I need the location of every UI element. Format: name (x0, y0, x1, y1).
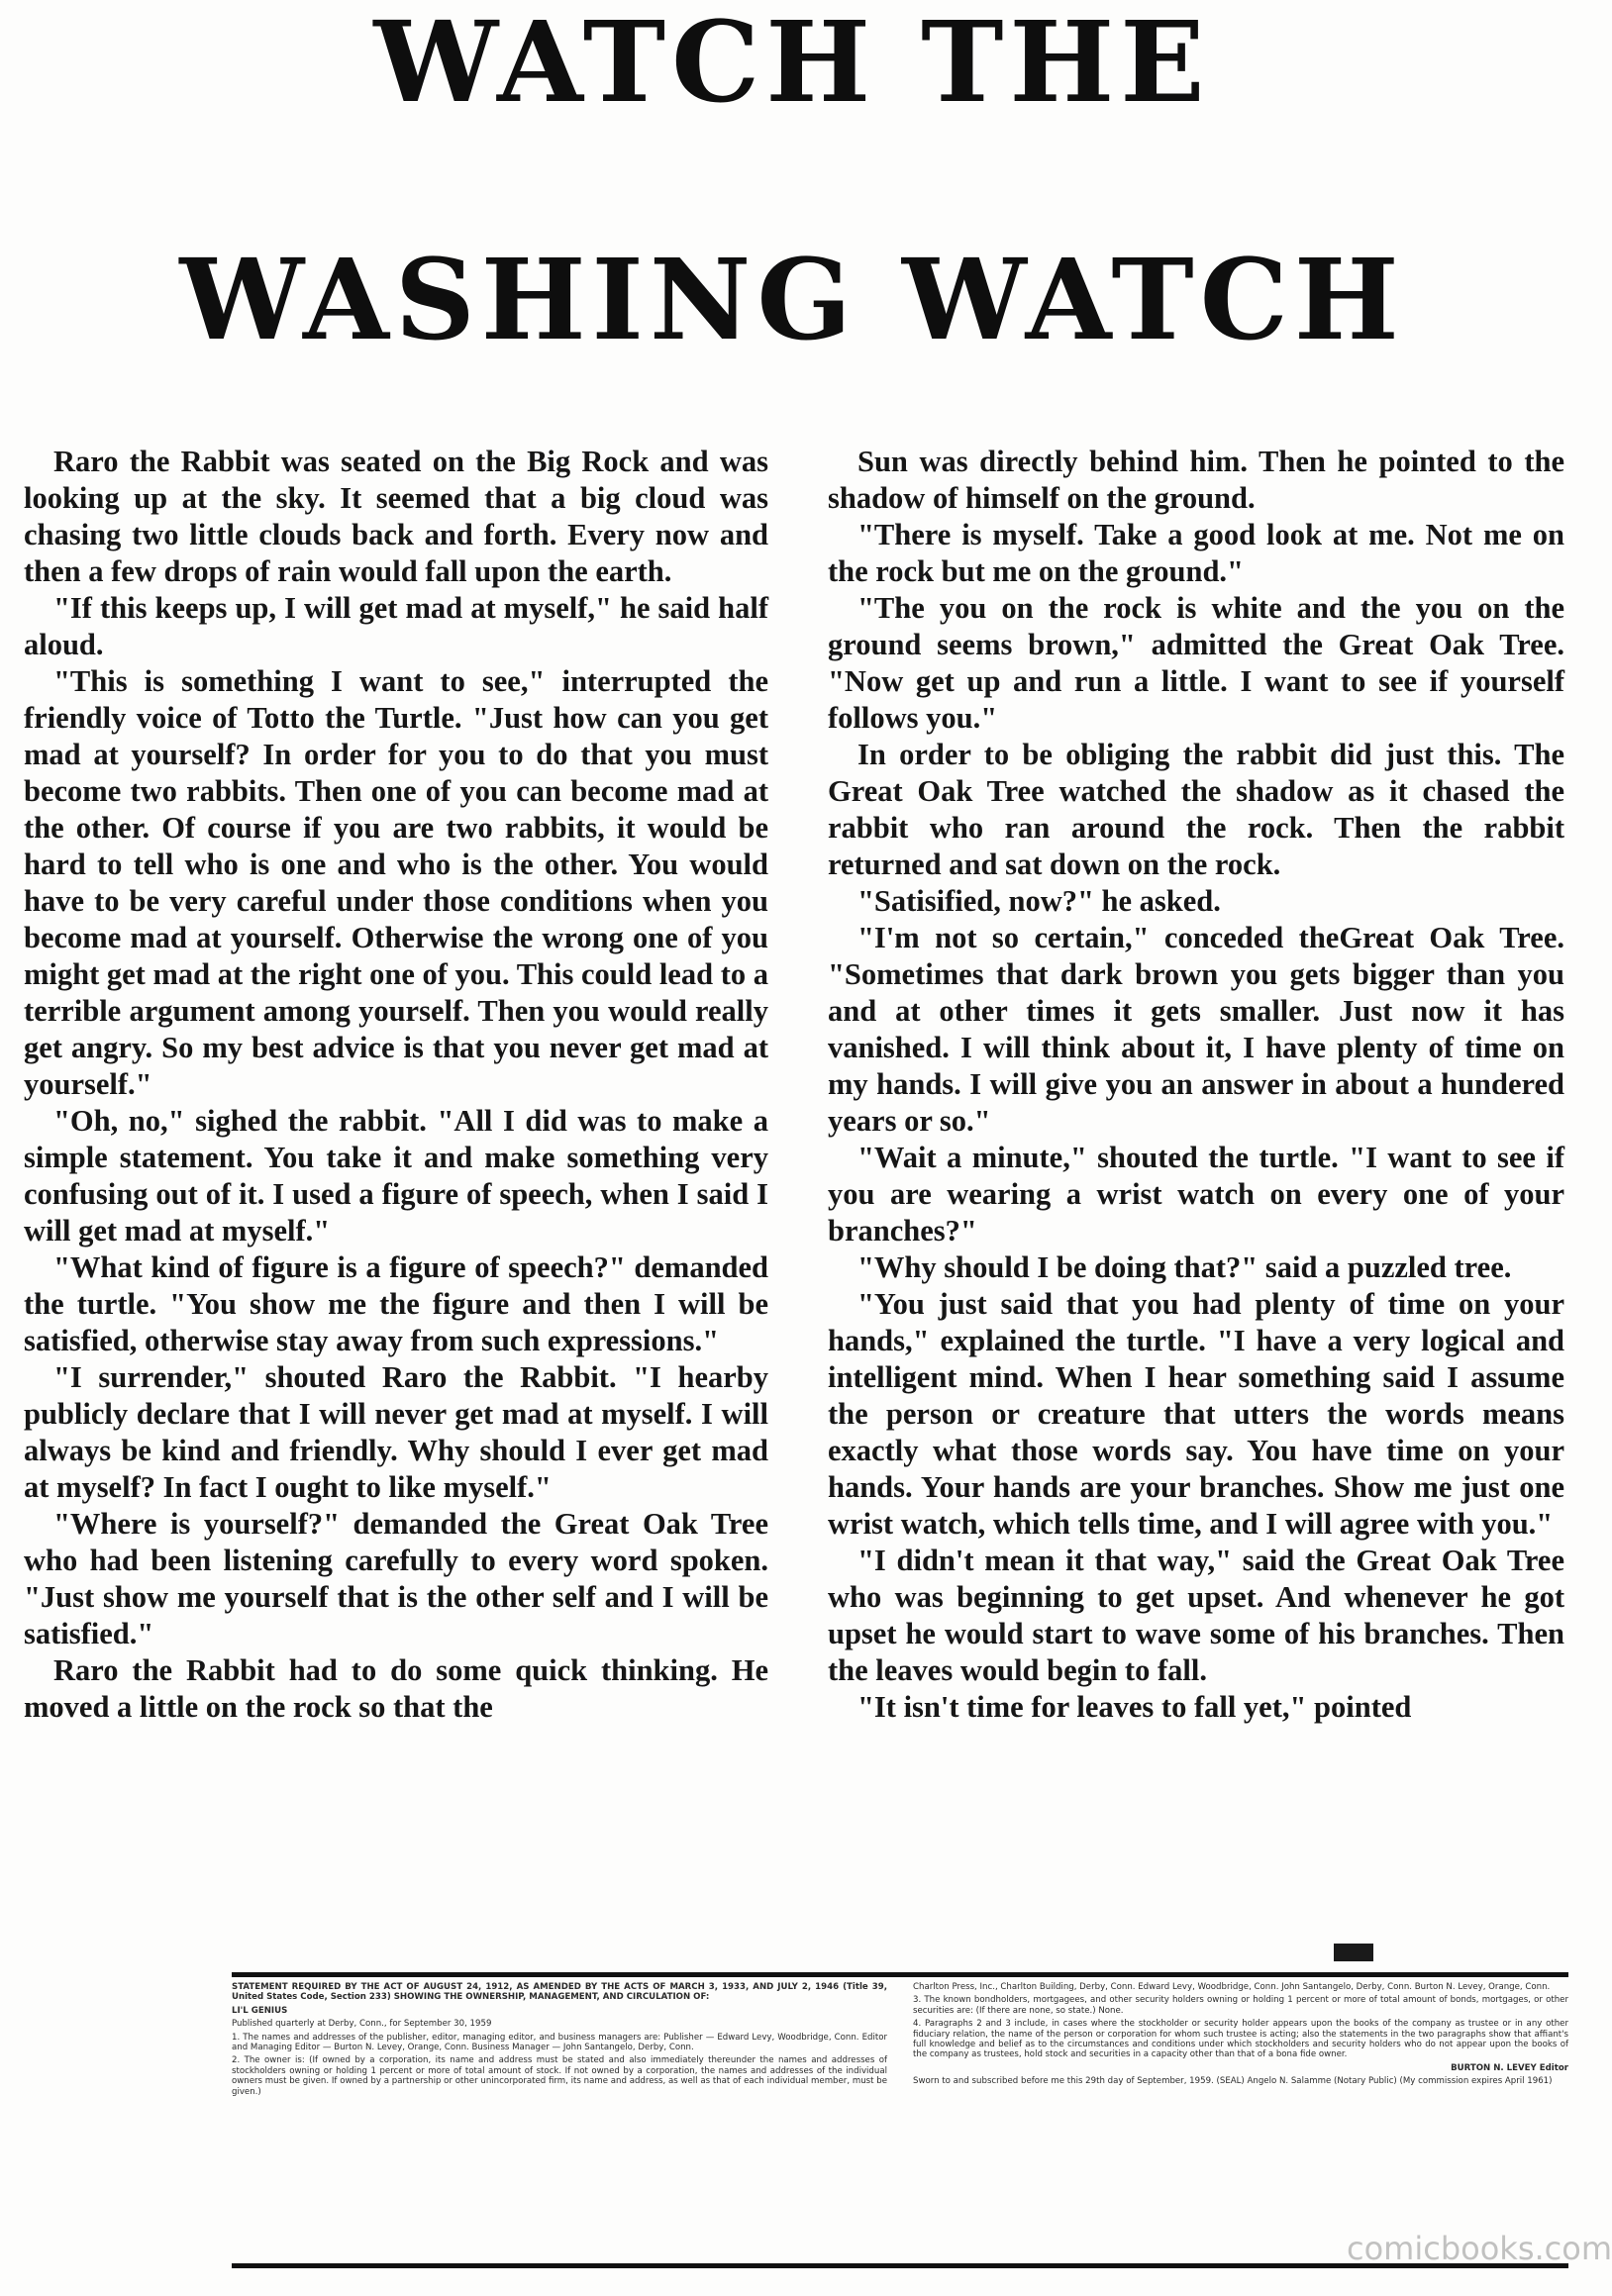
story-paragraph: In order to be obliging the rabbit did just this. The Great Oak Tree watched the shadow as it chased the rabbit who ran around the rock. Then the rabbit returned and sat down on the rock. (828, 738, 1564, 881)
statement-paragraph: 2. The owner is: (If owned by a corporation, its name and address must be stated and also immediately thereunder the names and addresses of stockholders owning or holding 1 percent or more of total amount of stock. If not owned by a corporation, the names and addresses of the individual owners must be given. If owned by a partnership or other unincorporated firm, its name and address, as well as that of each individual member, must be given.) (232, 2055, 887, 2097)
story-paragraph: "The you on the rock is white and the you on the ground seems brown," admitted the Great Oak Tree. "Now get up and run a little. I want to see if yourself follows you." (828, 591, 1564, 735)
statement-paragraph: Sworn to and subscribed before me this 29th day of September, 1959. (SEAL) Angelo N. Salamme (Notary Public) (My commission expires April 1961) (913, 2076, 1553, 2087)
statement-top-rule (232, 1972, 1568, 1977)
story-paragraph: "Wait a minute," shouted the turtle. "I want to see if you are wearing a wrist watch on every one of your branches?" (828, 1141, 1564, 1248)
story-column-left (24, 444, 768, 1948)
story-paragraph: "I surrender," shouted Raro the Rabbit. "I hearby publicly declare that I will never get mad at myself. I will always be kind and friendly. Why should I ever get mad at myself? In fact I ought to like myself." (24, 1360, 768, 1504)
story-paragraph: "If this keeps up, I will get mad at myself," he said half aloud. (24, 591, 768, 661)
story-paragraph: "What kind of figure is a figure of speech?" demanded the turtle. "You show me the figure and then I will be satisfied, otherwise stay away from such expressions." (24, 1250, 768, 1357)
statement-paragraph: Published quarterly at Derby, Conn., for September 30, 1959 (232, 2019, 492, 2030)
story-paragraph: "I'm not so certain," conceded theGreat Oak Tree. "Sometimes that dark brown you gets bigger than you and at other times it gets smaller. Just now it has vanished. I will think about it, I have plenty of time on my hands. I will give you an answer in about a hundered years or so." (828, 921, 1564, 1138)
story-paragraph: "I didn't mean it that way," said the Great Oak Tree who was beginning to get upset. And whenever he got upset he would start to wave some of his branches. Then the leaves would begin to fall. (828, 1544, 1564, 1687)
story-column-right (828, 444, 1564, 1948)
statement-paragraph: 1. The names and addresses of the publisher, editor, managing editor, and business managers are: Publisher — Edward Levy, Woodbridge, Conn. Editor and Managing Editor — Burton N. Levey, Orange, Conn. Business Manager — John Santangelo, Derby, Conn. (232, 2032, 887, 2053)
story-paragraph: "It isn't time for leaves to fall yet," pointed (857, 1690, 1412, 1724)
ownership-statement (232, 1982, 1568, 2257)
statement-publication-name: LI'L GENIUS (232, 2005, 288, 2016)
story-paragraph: "You just said that you had plenty of time on your hands," explained the turtle. "I have a very logical and intelligent mind. When I hear something said I assume the person or creature that utters the words means exactly what those words say. You have time on your hands. Your hands are your branches. Show me just one wrist watch, which tells time, and I will agree with you." (828, 1287, 1564, 1541)
statement-signature: BURTON N. LEVEY Editor (1451, 2062, 1568, 2073)
statement-paragraph: 3. The known bondholders, mortgagees, and other security holders owning or holding 1 percent or more of total amount of bonds, mortgages, or other securities are: (If there are none, so state.) None. (913, 1995, 1568, 2016)
story-paragraph: "Why should I be doing that?" said a puzzled tree. (857, 1250, 1512, 1284)
statement-column-left (232, 1982, 887, 2257)
statement-paragraph: Charlton Press, Inc., Charlton Building, Derby, Conn. Edward Levy, Woodbridge, Conn. John Santangelo, Derby, Conn. Burton N. Levey, Orange, Conn. (913, 1982, 1551, 1992)
site-watermark: comicbooks.com (1347, 2230, 1612, 2267)
statement-paragraph: 4. Paragraphs 2 and 3 include, in cases where the stockholder or security holder appears upon the books of the company as trustee or in any other fiduciary relation, the name of the person or corporation for whom such trustee is acting; also the statements in the two paragraphs show that affiant's full knowledge and belief as to the circumstances and conditions under which stockholders and security holders who do not appear upon the books of the company as trustees, hold stock and securities in a capacity other than that of a bona fide owner. (913, 2019, 1568, 2060)
story-paragraph: "Satisified, now?" he asked. (857, 884, 1221, 918)
story-paragraph: "This is something I want to see," interrupted the friendly voice of Totto the Turtle. "Just how can you get mad at yourself? In order for you to do that you must become two rabbits. Then one of you can become mad at the other. Of course if you are two rabbits, it would be hard to tell who is one and who is the other. You would have to be very careful under those conditions when you become mad at yourself. Otherwise the wrong one of you might get mad at the right one of you. This could lead to a terrible argument among yourself. Then you would really get angry. So my best advice is that you never get mad at yourself." (24, 664, 768, 1101)
story-paragraph: "Where is yourself?" demanded the Great Oak Tree who had been listening carefully to every word spoken. "Just show me yourself that is the other self and I will be satisfied." (24, 1507, 768, 1650)
headline-line-2: WASHING WATCH (179, 236, 1405, 365)
statement-heading: STATEMENT REQUIRED BY THE ACT OF AUGUST 24, 1912, AS AMENDED BY THE ACTS OF MARCH 3, 1933, AND JULY 2, 1946 (Title 39, United States Code, Section 233) SHOWING THE OWNERSHIP, MANAGEMENT, AND CIRCULATION OF: (232, 1982, 887, 2003)
story-paragraph: Raro the Rabbit was seated on the Big Rock and was looking up at the sky. It seemed that a big cloud was chasing two little clouds back and forth. Every now and then a few drops of rain would fall upon the earth. (24, 445, 768, 588)
statement-column-right (913, 1982, 1568, 2257)
end-mark (1334, 1944, 1373, 1961)
headline-line-1: WATCH THE (373, 0, 1211, 128)
story-paragraph: "Oh, no," sighed the rabbit. "All I did was to make a simple statement. You take it and make something very confusing out of it. I used a figure of speech, when I said I will get mad at myself." (24, 1104, 768, 1248)
story-paragraph: Sun was directly behind him. Then he pointed to the shadow of himself on the ground. (828, 445, 1564, 515)
story-paragraph: "There is myself. Take a good look at me. Not me on the rock but me on the ground." (828, 518, 1564, 588)
story-paragraph: Raro the Rabbit had to do some quick thinking. He moved a little on the rock so that the (24, 1653, 768, 1724)
